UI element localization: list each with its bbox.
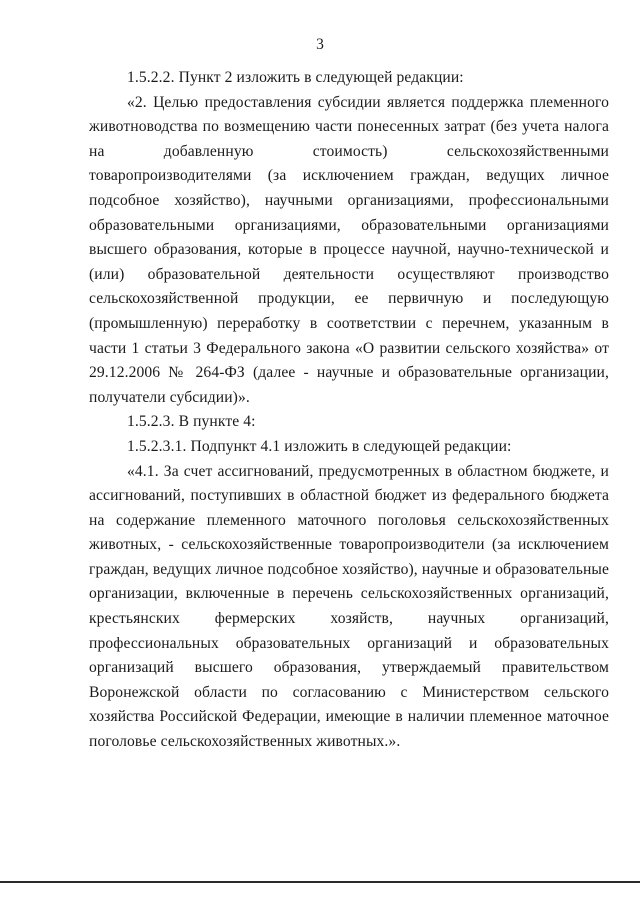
paragraph-item-2-text: «2. Целью предоставления субсидии является поддержка племенного животноводства по возмещению части понесенных затрат (без учета налога на добавленную стоимость) сельскохозяйственными товаропроизводителями (за исключением граждан, ведущих личное подсобное хозяйство), научными организациями, профессиональными образовательными организациями, образовательными организациями высшего образования, которые в процессе научной, научно-технической и (или) образовательной деятельности осуществляют производство сельскохозяйственной продукции, ее первичную и последующую (промышленную) переработку в соответствии с перечнем, указанным в части 1 статьи 3 Федерального закона «О развитии сельского хозяйства» от 29.12.2006 № 264-ФЗ (далее - научные и образовательные организации, получатели субсидии)». bbox=[89, 93, 609, 406]
paragraph-subitem-4-1-text: «4.1. За счет ассигнований, предусмотренных в областном бюджете, и ассигнований, поступивших в областной бюджет из федерального бюджета на содержание племенного маточного поголовья сельскохозяйственных животных, - сельскохозяйственные товаропроизводители (за исключением граждан, ведущих личное подсобное хозяйство), научные и образовательные организации, включенные в перечень сельскохозяйственных организаций, крестьянских фермерских хозяйств, научных организаций, профессиональных образовательных организаций и образовательных организаций высшего образования, утверждаемый правительством Воронежской области по согласованию с Министерством сельского хозяйства Российской Федерации, имеющие в наличии племенное маточное поголовье сельскохозяйственных животных.». bbox=[89, 462, 609, 751]
paragraph-1-5-2-3-1: 1.5.2.3.1. Подпункт 4.1 изложить в следующей редакции: bbox=[127, 437, 512, 455]
bottom-rule bbox=[0, 881, 640, 883]
paragraph-1-5-2-3: 1.5.2.3. В пункте 4: bbox=[127, 413, 256, 431]
page-number: 3 bbox=[316, 36, 324, 53]
document-body bbox=[89, 66, 609, 755]
paragraph-1-5-2-2: 1.5.2.2. Пункт 2 изложить в следующей редакции: bbox=[127, 69, 464, 86]
